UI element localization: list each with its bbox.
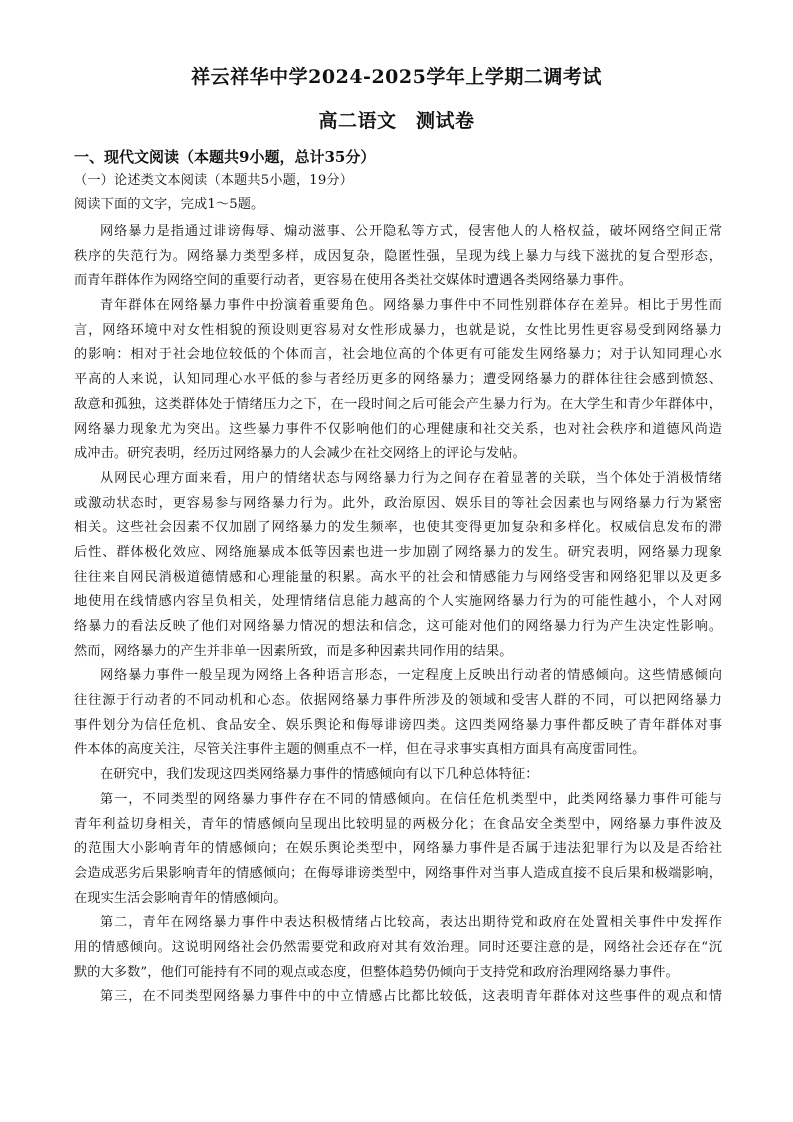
article-line: 默的大多数”，他们可能持有不同的观点或态度，但整体趋势仍倾向于支持党和政府治理网络暴力事件。 xyxy=(74,964,679,980)
section-subheading: （一）论述类文本阅读（本题共5小题，19分） xyxy=(74,173,354,188)
article-line: 第三，在不同类型网络暴力事件中的中立情感占比都比较低，这表明青年群体对这些事件的观点和情 xyxy=(100,989,722,1005)
article-line: 网络暴力现象尤为突出。这些暴力事件不仅影响他们的心理健康和社交关系，也对社会秩序和道德风尚造 xyxy=(74,421,722,437)
article-line: 往往来自网民消极道德情感和心理能量的积累。高水平的社会和情感能力与网络受害和网络犯罪以及更多 xyxy=(74,569,722,585)
article-line: 后性、群体极化效应、网络施暴成本低等因素也进一步加剧了网络暴力的发生。研究表明，网络暴力现象 xyxy=(74,544,722,560)
article-line: 秩序的失范行为。网络暴力类型多样，成因复杂，隐匿性强，呈现为线上暴力与线下滋扰的复合型形态， xyxy=(74,248,722,264)
article-line: 用的情感倾向。这说明网络社会仍然需要党和政府对其有效治理。同时还要注意的是，网络社会还存在“沉 xyxy=(74,939,722,955)
article-line: 的范围大小影响青年的情感倾向；在娱乐舆论类型中，网络暴力事件是否属于违法犯罪行为以及是否给社 xyxy=(74,841,722,857)
article-line: 网络暴力是指通过诽谤侮辱、煽动滋事、公开隐私等方式，侵害他人的人格权益，破坏网络空间正常 xyxy=(100,224,722,239)
article-line: 而青年群体作为网络空间的重要行动者，更容易在使用各类社交媒体时遭遇各类网络暴力事件。 xyxy=(74,273,633,289)
article-line: 第一，不同类型的网络暴力事件存在不同的情感倾向。在信任危机类型中，此类网络暴力事件可能与 xyxy=(100,791,722,807)
article-line: 敌意和孤独，这类群体处于情绪压力之下，在一段时间之后可能会产生暴力行为。在大学生和青少年群体中， xyxy=(74,396,722,412)
article-line: 成冲击。研究表明，经历过网络暴力的人会减少在社交网络上的评论与发帖。 xyxy=(74,446,526,462)
article-line: 事件划分为信任危机、食品安全、娱乐舆论和侮辱诽谤四类。这四类网络暴力事件都反映了青年群体对事 xyxy=(74,717,722,733)
section-heading: 一、现代文阅读（本题共9小题，总计35分） xyxy=(74,148,376,166)
article-line: 言，网络环境中对女性相貌的预设则更容易对女性形成暴力，也就是说，女性比男性更容易受到网络暴力 xyxy=(74,322,722,338)
article-line: 在现实生活会影响青年的情感倾向。 xyxy=(74,890,287,906)
article-line: 平高的人来说，认知同理心水平低的参与者经历更多的网络暴力；遭受网络暴力的群体往往会感到愤怒、 xyxy=(74,372,722,388)
article-line: 第二，青年在网络暴力事件中表达积极情绪占比较高，表达出期待党和政府在处置相关事件中发挥作 xyxy=(100,915,722,931)
article-line: 青年群体在网络暴力事件中扮演着重要角色。网络暴力事件中不同性别群体存在差异。相比于男性而 xyxy=(100,298,722,314)
article-line: 从网民心理方面来看，用户的情绪状态与网络暴力行为之间存在着显著的关联，当个体处于消极情绪 xyxy=(100,470,722,486)
article-line: 件本体的高度关注，尽管关注事件主题的侧重点不一样，但在寻求事实真相方面具有高度雷同性。 xyxy=(74,742,646,758)
article-line: 或激动状态时，更容易参与网络暴力行为。此外，政治原因、娱乐目的等社会因素也与网络暴力行为紧密 xyxy=(74,495,722,511)
article-line: 在研究中，我们发现这四类网络暴力事件的情感倾向有以下几种总体特征： xyxy=(100,767,539,783)
exam-title: 祥云祥华中学2024-2025学年上学期二调考试 xyxy=(191,66,602,88)
article-line: 相关。这些社会因素不仅加剧了网络暴力的发生频率，也使其变得更加复杂和多样化。权威信息发布的滞 xyxy=(74,520,722,536)
article-line: 络暴力的看法反映了他们对网络暴力情况的想法和信念，这可能对他们的网络暴力行为产生决定性影响。 xyxy=(74,619,722,634)
article-line: 地使用在线情感内容呈负相关，处理情绪信息能力越高的个人实施网络暴力行为的可能性越小，个人对网 xyxy=(74,594,722,610)
paper-title: 高二语文 测试卷 xyxy=(318,110,475,132)
article-line: 往往源于行动者的不同动机和心态。依据网络暴力事件所涉及的领域和受害人群的不同，可以把网络暴力 xyxy=(74,693,722,709)
article-line: 的影响：相对于社会地位较低的个体而言，社会地位高的个体更有可能发生网络暴力；对于认知同理心水 xyxy=(74,347,722,363)
article-body xyxy=(74,220,722,1010)
article-line: 然而，网络暴力的产生并非单一因素所致，而是多种因素共同作用的结果。 xyxy=(74,643,513,659)
reading-instruction: 阅读下面的文字，完成1～5题。 xyxy=(74,197,265,212)
article-line: 网络暴力事件一般呈现为网络上各种语言形态，一定程度上反映出行动者的情感倾向。这些情感倾向 xyxy=(100,668,722,684)
article-line: 会造成恶劣后果影响青年的情感倾向；在侮辱诽谤类型中，网络事件对当事人造成直接不良后果和极端影响， xyxy=(74,865,722,881)
article-line: 青年利益切身相关，青年的情感倾向呈现出比较明显的两极分化；在食品安全类型中，网络暴力事件波及 xyxy=(74,816,722,832)
